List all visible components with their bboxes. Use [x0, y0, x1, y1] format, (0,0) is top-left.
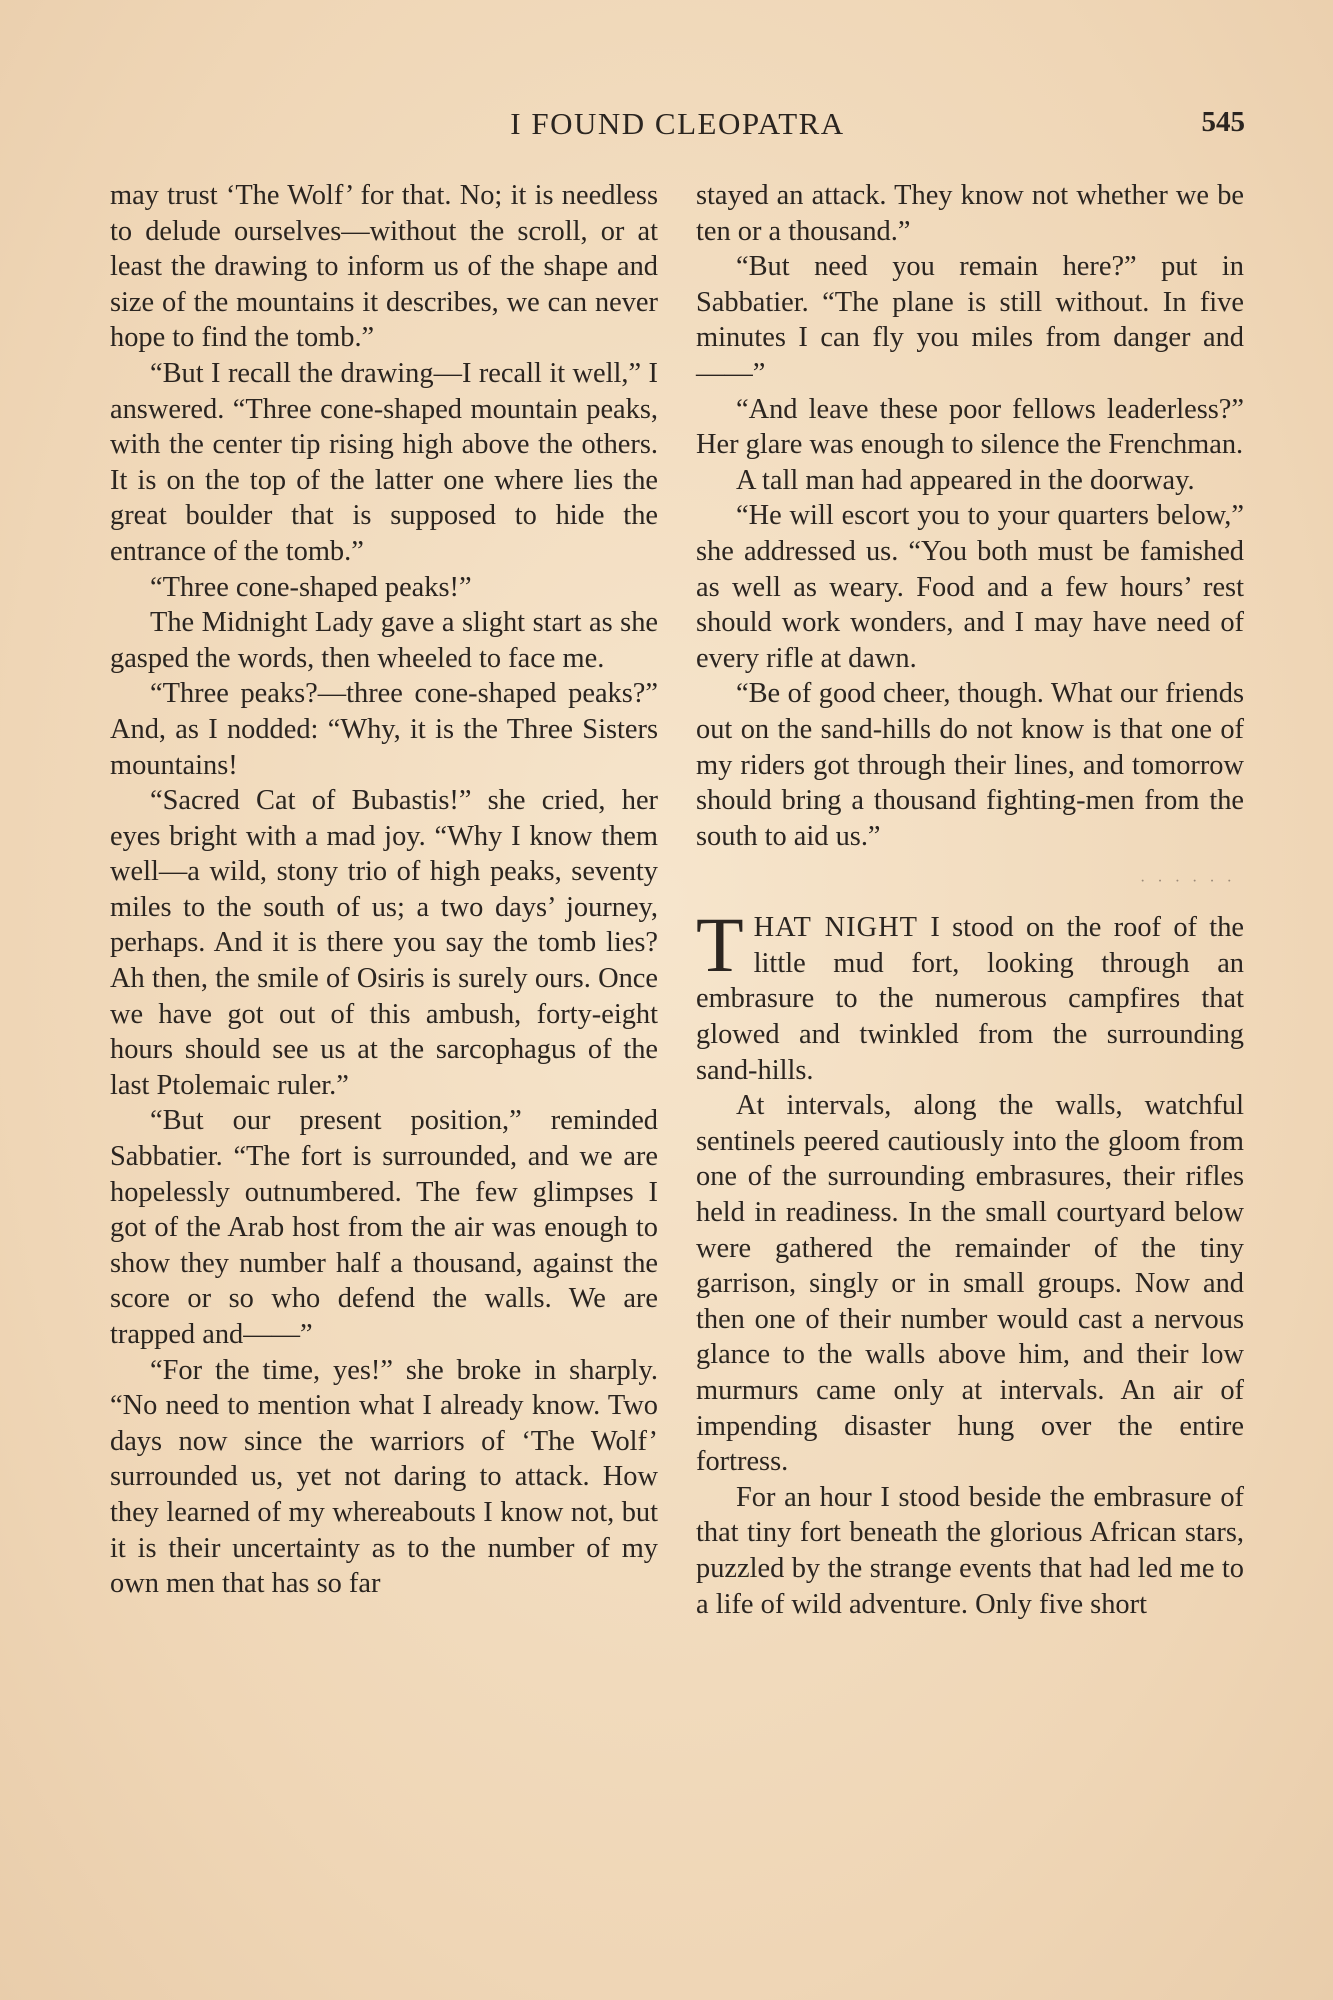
paragraph: For an hour I stood beside the embrasure of that tiny fort beneath the glorious African stars, puzzled by the strange events that had led me to a life of wild adventure. Only five short [696, 1481, 1244, 1620]
paragraph: “But I recall the drawing—I recall it well,” I answered. “Three cone-shaped mountain peaks, with the center tip rising high above the others. It is on the top of the latter one where lies the great boulder that is supposed to hide the entrance of the tomb.” [110, 357, 658, 567]
paragraph: “But need you remain here?” put in Sabbatier. “The plane is still without. In five minutes I can fly you miles from danger and——” [696, 251, 1244, 389]
page-header [110, 106, 1245, 152]
left-column [110, 178, 658, 1602]
paragraph: “Three cone-shaped peaks!” [150, 571, 472, 603]
paragraph: At intervals, along the walls, watchful sentinels peered cautiously into the gloom from one of the surrounding embrasures, their rifles held in readiness. In the small courtyard below were gathered the remainder of the tiny garrison, singly or in small groups. Now and then one of their number would cast a nervous glance to the walls above him, and their low murmurs came only at intervals. An air of impending disaster hung over the entire fortress. [696, 1090, 1244, 1478]
section-divider: · · · · · · [1140, 873, 1236, 891]
paragraph: “Sacred Cat of Bubastis!” she cried, her eyes bright with a mad joy. “Why I know them well—a wild, stony trio of high peaks, seventy miles to the south of us; a two days’ journey, perhaps. And it is there you say the tomb lies? Ah then, the smile of Osiris is surely ours. Once we have got out of this ambush, forty-eight hours should see us at the sarcophagus of the last Ptolemaic ruler.” [110, 785, 658, 1101]
paragraph: The Midnight Lady gave a slight start as she gasped the words, then wheeled to face me. [110, 607, 658, 674]
section-opening-text: I stood on the roof of the little mud fort, looking through an embrasure to the numerous campfires that glowed and twinkled from the surrounding sand-hills. [696, 912, 1244, 1086]
paragraph: “But our present position,” reminded Sabbatier. “The fort is surrounded, and we are hopelessly outnumbered. The few glimpses I got of the Arab host from the air was enough to show they number half a thousand, against the score or so who defend the walls. We are trapped and——” [110, 1105, 658, 1350]
section-opening-paragraph [696, 901, 1244, 1088]
paragraph: A tall man had appeared in the doorway. [736, 464, 1195, 496]
paragraph: “Be of good cheer, though. What our friends out on the sand-hills do not know is that one of my riders got through their lines, and tomorrow should bring a thousand fighting-men from the south to aid us.” [696, 678, 1244, 852]
small-caps-lead: HAT NIGHT [753, 912, 918, 944]
paragraph: “Three peaks?—three cone-shaped peaks?” And, as I nodded: “Why, it is the Three Sisters mountains! [110, 678, 658, 781]
paragraph: “And leave these poor fellows leaderless?” Her glare was enough to silence the Frenchman. [696, 393, 1244, 461]
paragraph: may trust ‘The Wolf’ for that. No; it is needless to delude ourselves—without the scroll, or at least the drawing to inform us of the shape and size of the mountains it describes, we can never hope to find the tomb.” [110, 180, 658, 354]
running-title: I FOUND CLEOPATRA [510, 106, 845, 141]
page-number: 545 [1201, 106, 1245, 138]
paragraph: “For the time, yes!” she broke in sharply. “No need to mention what I already know. Two days now since the warriors of ‘The Wolf’ surrounded us, yet not daring to attack. How they learned of my whereabouts I know not, but it is their uncertainty as to the number of my own men that has so far [110, 1354, 658, 1600]
drop-cap: T [696, 901, 744, 989]
right-column [696, 178, 1244, 1622]
paragraph: “He will escort you to your quarters below,” she addressed us. “You both must be famished as well as weary. Food and a few hours’ rest should work wonders, and I may have need of every rifle at dawn. [696, 500, 1244, 674]
paragraph: stayed an attack. They know not whether we be ten or a thousand.” [696, 180, 1244, 247]
